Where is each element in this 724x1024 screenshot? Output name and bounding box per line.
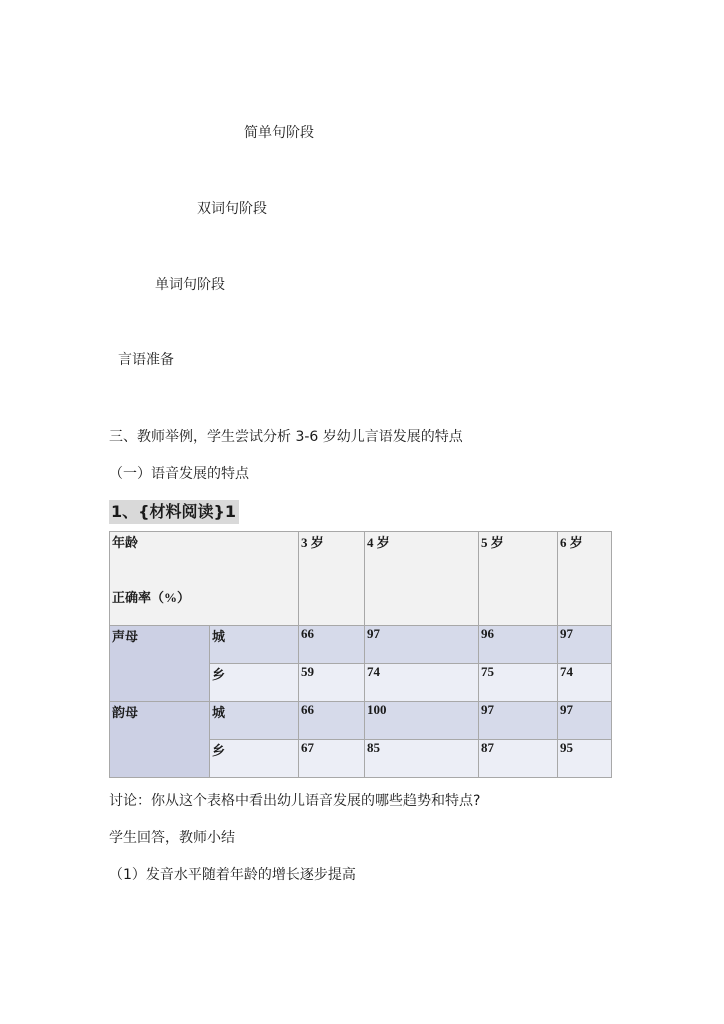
value-cell: 97 <box>365 626 479 664</box>
value-cell: 85 <box>365 740 479 778</box>
age-col-4: 4 岁 <box>365 532 479 626</box>
sub-rural: 乡 <box>210 664 299 702</box>
phonetic-accuracy-table <box>109 531 612 778</box>
value-cell: 95 <box>558 740 612 778</box>
value-cell: 75 <box>479 664 558 702</box>
value-cell: 87 <box>479 740 558 778</box>
sub-rural: 乡 <box>210 740 299 778</box>
value-cell: 74 <box>558 664 612 702</box>
stage-pre-speech: 言语准备 <box>118 352 174 368</box>
value-cell: 74 <box>365 664 479 702</box>
group-initials: 声母 <box>110 626 210 702</box>
sub-city: 城 <box>210 626 299 664</box>
age-col-3: 3 岁 <box>299 532 365 626</box>
value-cell: 96 <box>479 626 558 664</box>
discussion-text: 讨论：你从这个表格中看出幼儿语音发展的哪些趋势和特点? <box>109 793 481 809</box>
value-cell: 100 <box>365 702 479 740</box>
value-cell: 97 <box>558 626 612 664</box>
header-rate: 正确率（%） <box>112 590 191 605</box>
point-1-text: （1）发音水平随着年龄的增长逐步提高 <box>109 867 356 883</box>
subsection-heading: （一）语音发展的特点 <box>109 466 249 482</box>
material-heading: 1、{材料阅读}1 <box>109 500 239 524</box>
sub-city: 城 <box>210 702 299 740</box>
table-row <box>110 626 612 664</box>
value-cell: 66 <box>299 626 365 664</box>
group-finals: 韵母 <box>110 702 210 778</box>
header-age: 年龄 <box>112 535 139 550</box>
value-cell: 66 <box>299 702 365 740</box>
value-cell: 67 <box>299 740 365 778</box>
header-cell <box>110 532 299 626</box>
stage-two-word: 双词句阶段 <box>197 201 267 217</box>
answer-text: 学生回答，教师小结 <box>109 830 235 846</box>
stage-one-word: 单词句阶段 <box>155 277 225 293</box>
section-heading: 三、教师举例，学生尝试分析 3-6 岁幼儿言语发展的特点 <box>109 429 463 445</box>
value-cell: 97 <box>558 702 612 740</box>
stage-simple-sentence: 简单句阶段 <box>244 125 314 141</box>
table-header-row <box>110 532 612 626</box>
value-cell: 97 <box>479 702 558 740</box>
age-col-6: 6 岁 <box>558 532 612 626</box>
age-col-5: 5 岁 <box>479 532 558 626</box>
table-row <box>110 702 612 740</box>
value-cell: 59 <box>299 664 365 702</box>
